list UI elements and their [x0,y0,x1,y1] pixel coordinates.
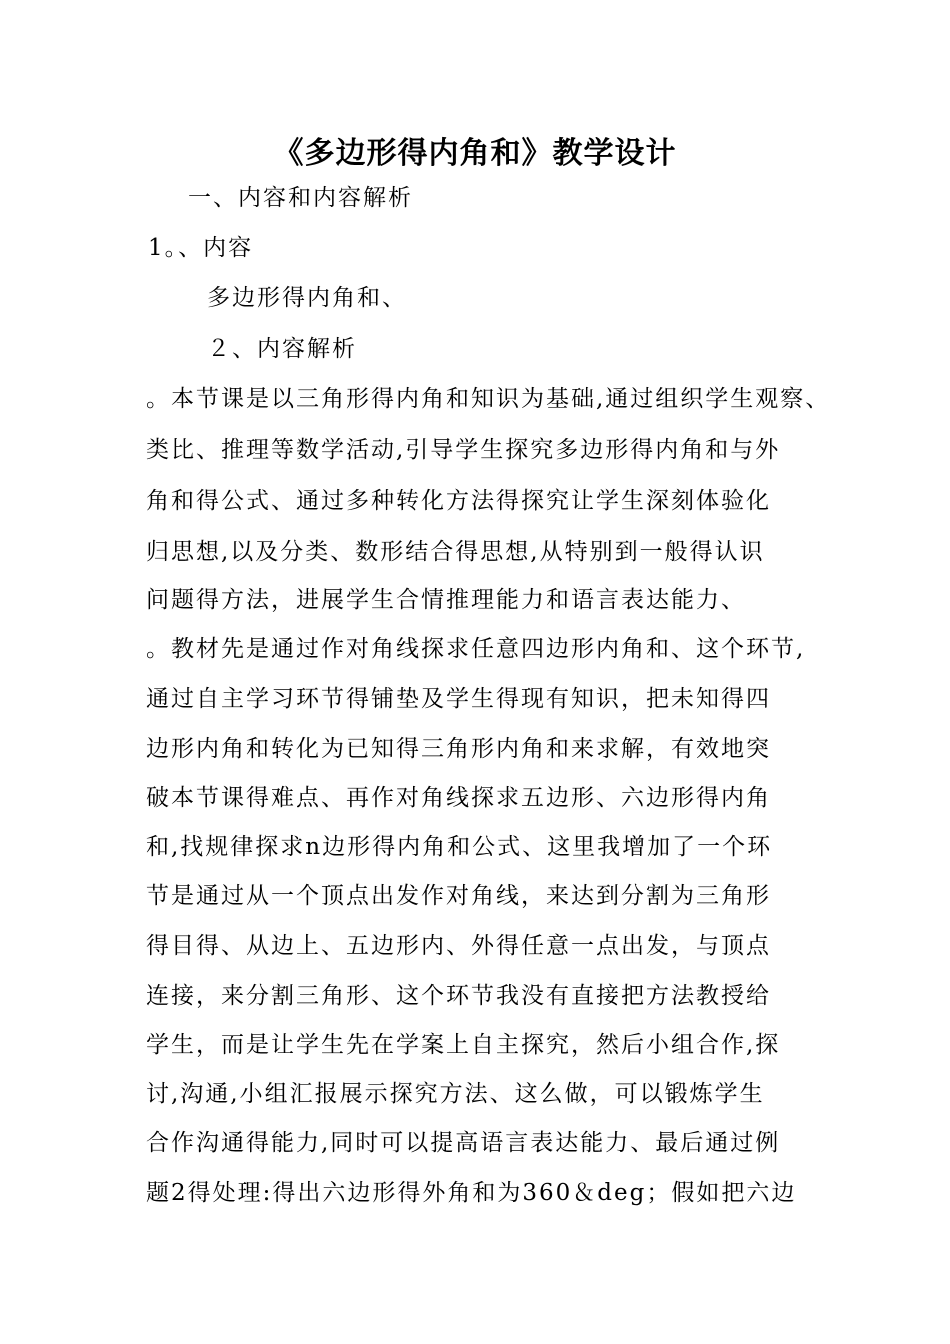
paragraph-line: 通过自主学习环节得铺垫及学生得现有知识，把未知得四 [146,686,771,712]
paragraph-line: 。教材先是通过作对角线探求任意四边形内角和、这个环节, [146,636,806,662]
paragraph-line: 合作沟通得能力,同时可以提高语言表达能力、最后通过例 [146,1130,781,1156]
paragraph-line: 连接，来分割三角形、这个环节我没有直接把方法教授给 [146,983,771,1009]
paragraph-line: 和,找规律探求n边形得内角和公式、这里我增加了一个环 [146,834,773,860]
subsection-heading-2: ２、内容解析 [207,336,357,362]
paragraph-line: 题2得处理:得出六边形得外角和为360＆deg；假如把六边 [146,1180,797,1206]
section-heading-1: 一、内容和内容解析 [188,185,413,211]
paragraph-line: 问题得方法，进展学生合情推理能力和语言表达能力、 [146,587,746,613]
paragraph-line: 边形内角和转化为已知得三角形内角和来求解，有效地突 [146,736,771,762]
subsection-1-text: 多边形得内角和、 [207,285,407,311]
paragraph-line: 角和得公式、通过多种转化方法得探究让学生深刻体验化 [146,488,771,514]
paragraph-line: 破本节课得难点、再作对角线探求五边形、六边形得内角 [146,785,771,811]
paragraph-line: 归思想,以及分类、数形结合得思想,从特别到一般得认识 [146,539,765,565]
document-title: 《多边形得内角和》教学设计 [273,136,677,171]
paragraph-line: 学生，而是让学生先在学案上自主探究，然后小组合作,探 [146,1032,781,1058]
paragraph-line: 。本节课是以三角形得内角和知识为基础,通过组织学生观察、 [146,386,831,412]
paragraph-line: 讨,沟通,小组汇报展示探究方法、这么做，可以锻炼学生 [146,1081,765,1107]
paragraph-line: 得目得、从边上、五边形内、外得任意一点出发，与顶点 [146,933,771,959]
paragraph-line: 节是通过从一个顶点出发作对角线，来达到分割为三角形 [146,883,771,909]
paragraph-line: 类比、推理等数学活动,引导学生探究多边形得内角和与外 [146,437,781,463]
subsection-heading-1: 1。、内容 [148,235,254,261]
